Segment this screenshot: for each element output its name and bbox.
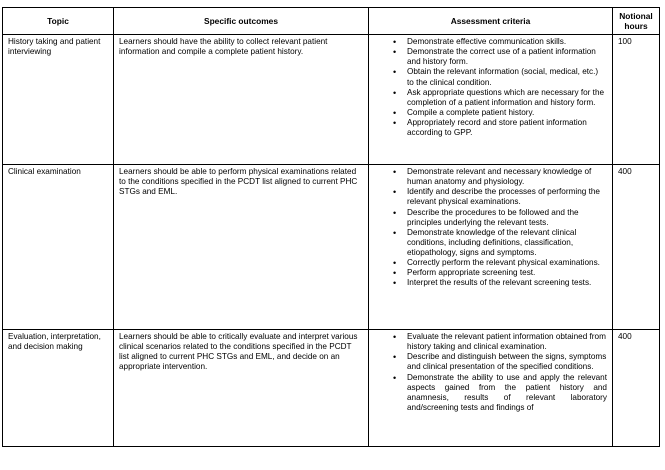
criteria-item: • Demonstrate effective communication skills. xyxy=(374,37,607,47)
criteria-item: • Ask appropriate questions which are necessary for the completion of a patient information and history form. xyxy=(374,88,607,108)
criteria-item: • Demonstrate relevant and necessary knowledge of human anatomy and physiology. xyxy=(374,167,607,187)
outcome-cell: Learners should have the ability to collect relevant patient information and compile a complete patient history. xyxy=(114,35,369,165)
criteria-item: • Demonstrate the ability to use and apply the relevant aspects gained from the patient history and anamnesis, results of relevant laboratory and/screening tests and findings of xyxy=(374,373,607,413)
outcome-cell: Learners should be able to perform physical examinations related to the conditions specified in the PCDT list aligned to current PHC STGs and EML. xyxy=(114,165,369,330)
criteria-item: • Appropriately record and store patient information according to GPP. xyxy=(374,118,607,138)
topic-cell: Evaluation, interpretation, and decision making xyxy=(3,330,114,447)
outcome-cell: Learners should be able to critically evaluate and interpret various clinical scenarios related to the conditions specified in the PCDT list aligned to current PHC STGs and EML, and decide on an appropriate intervention. xyxy=(114,330,369,447)
criteria-item: • Demonstrate knowledge of the relevant clinical conditions, including definitions, classification, etiopathology, signs and symptoms. xyxy=(374,228,607,258)
topic-cell: History taking and patient interviewing xyxy=(3,35,114,165)
criteria-item: • Describe the procedures to be followed and the principles underlying the relevant tests. xyxy=(374,208,607,228)
header-assessment-criteria: Assessment criteria xyxy=(369,8,613,35)
curriculum-table xyxy=(2,7,660,447)
criteria-item: • Describe and distinguish between the signs, symptoms and clinical presentation of the specified conditions. xyxy=(374,352,607,372)
criteria-list xyxy=(374,37,607,138)
criteria-item: • Identify and describe the processes of performing the relevant physical examinations. xyxy=(374,187,607,207)
topic-cell: Clinical examination xyxy=(3,165,114,330)
table-row xyxy=(3,330,660,447)
criteria-cell xyxy=(369,35,613,165)
header-topic: Topic xyxy=(3,8,114,35)
criteria-item: • Perform appropriate screening test. xyxy=(374,268,607,278)
criteria-item: • Compile a complete patient history. xyxy=(374,108,607,118)
hours-cell: 400 xyxy=(613,165,660,330)
criteria-list xyxy=(374,167,607,288)
hours-cell: 400 xyxy=(613,330,660,447)
criteria-item: • Interpret the results of the relevant screening tests. xyxy=(374,278,607,288)
criteria-cell xyxy=(369,330,613,447)
table-row xyxy=(3,35,660,165)
criteria-item: • Demonstrate the correct use of a patient information and history form. xyxy=(374,47,607,67)
criteria-list xyxy=(374,332,607,413)
criteria-cell xyxy=(369,165,613,330)
table-row xyxy=(3,165,660,330)
hours-cell: 100 xyxy=(613,35,660,165)
header-notional-hours: Notional hours xyxy=(613,8,660,35)
criteria-item: • Evaluate the relevant patient information obtained from history taking and clinical examination. xyxy=(374,332,607,352)
table-header-row xyxy=(3,8,660,35)
criteria-item: • Correctly perform the relevant physical examinations. xyxy=(374,258,607,268)
criteria-item: • Obtain the relevant information (social, medical, etc.) to the clinical condition. xyxy=(374,67,607,87)
header-specific-outcomes: Specific outcomes xyxy=(114,8,369,35)
